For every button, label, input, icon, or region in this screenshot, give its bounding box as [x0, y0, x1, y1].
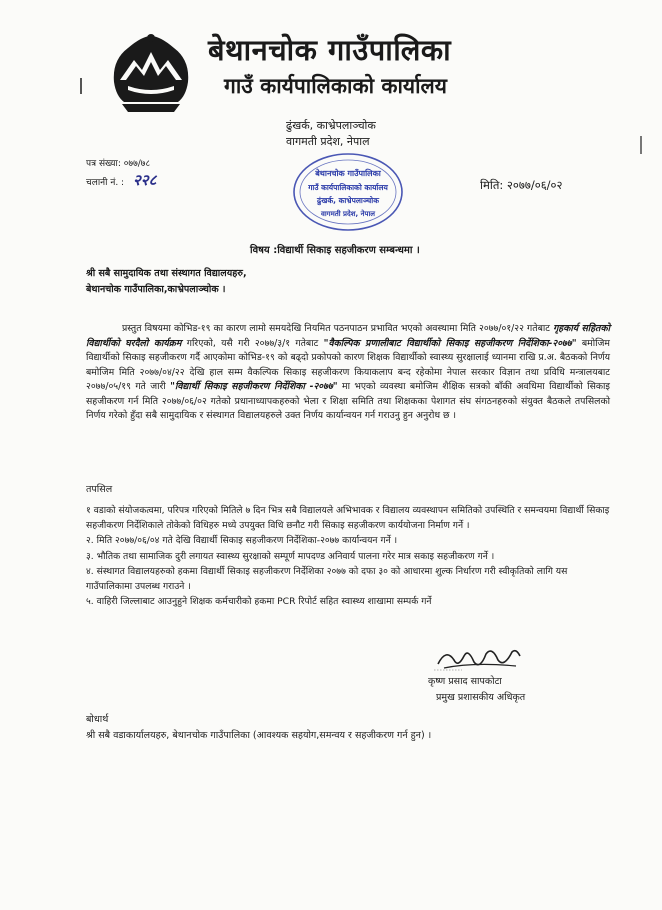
office-subtitle: गाउँ कार्यपालिकाको कार्यालय [224, 74, 447, 98]
signatory-designation: प्रमुख प्रशासकीय अधिकृत [436, 692, 526, 703]
office-title: बेथानचोक गाउँपालिका [208, 33, 452, 67]
body-bold-2: "वैकल्पिक प्रणालीबाट विद्यार्थीको सिकाइ सहजीकरण निर्देशिका-२०७७" [323, 337, 577, 349]
cc-label: बोधार्थ [86, 714, 109, 725]
body-text-2: गरिएको, यसै गरी २०७७/३/१ गतेबाट [181, 337, 324, 349]
letter-body [86, 322, 610, 424]
decision-list [86, 504, 616, 611]
margin-mark [640, 136, 642, 154]
subject-line: विषय :विद्यार्थी सिकाइ सहजीकरण सम्बन्धमा । [250, 245, 420, 256]
reference-block [86, 156, 156, 191]
signatory-name: कृष्ण प्रसाद सापकोटा [428, 676, 502, 687]
addressee-line-1: श्री सबै सामुदायिक तथा संस्थागत विद्यालयहरु, [86, 268, 247, 279]
handwritten-signature [434, 644, 524, 674]
list-item: २. मिति २०७७/०६/०४ गते देखि विद्यार्थी सिकाइ सहजीकरण निर्देशिका-२०७७ कार्यान्वयन गर्ने । [86, 535, 398, 546]
chalani-label: चलानी नं. : [86, 178, 125, 188]
margin-mark [80, 78, 82, 94]
list-item: ५. वाहिरी जिल्लाबाट आउनुहुने शिक्षक कर्मचारीको हकमा PCR रिपोर्ट सहित स्वास्थ्य शाखामा सम्पर्क गर्ने [86, 596, 432, 607]
list-item: ३. भौतिक तथा सामाजिक दुरी लगायत स्वास्थ्य सुरक्षाको सम्पूर्ण मापदण्ड अनिवार्य पालना गरेर मात्र सकाइ सहजीकरण गर्ने । [86, 550, 495, 562]
list-item: ४. संस्थागत विद्यालयहरुको हकमा विद्यार्थी सिकाइ सहजीकरण निर्देशिका २०७७ को दफा ३० को आधारमा शुल्क निर्धारण गरी स्वीकृतिको लागि यस गाउँपालिकामा उपलब्ध गराउने । [86, 566, 568, 592]
list-item: १ वडाको संयोजकत्वमा, परिपत्र गरिएको मितिले ७ दिन भित्र सबै विद्यालयले अभिभावक र विद्यालय व्यवस्थापन समितिको उपस्थिति र समन्वयमा विद्यार्थी सिकाइ सहजीकरण निर्देशिकाले तोकेको विधिहरु मध्ये उपयुक्त विधि छनौट गरी सिकाइ सहजीकरण कार्ययोजना निर्माण गर्ने । [86, 505, 610, 531]
stamp-line-3: ढुंखर्क, काभ्रेपलाञ्चोक [317, 196, 379, 205]
body-text-3: बमोजिम विद्यार्थीको सिकाइ सहजीकरण गर्दै आएकोमा कोभिड-१९ को बढ्दो प्रकोपको कारण शिक्षक विद्यार्थीको स्वास्थ्य सुरक्षालाई ध्यानमा राखि प्र.अ. बैठकको निर्णय बमोजिम मिति २०७७/०४/२२ देखि हाल सम्म वैकल्पिक सिकाइ सहजीकरण कियाकलाप बन्द रहेकोमा नेपाल सरकार विज्ञान तथा प्रविधि मन्त्रालयबाट २०७७/०५/१९ गते जारी [86, 337, 610, 392]
stamp-line-4: वागमती प्रदेश, नेपाल [320, 210, 376, 218]
stamp-line-2: गाउँ कार्यपालिकाको कार्यालय [308, 183, 388, 192]
cc-recipients: श्री सबै वडाकार्यालयहरु, बेथानचोक गाउँपालिका (आवश्यक सहयोग,समन्वय र सहजीकरण गर्न हुन) । [86, 730, 432, 741]
tapsil-heading: तपसिल [86, 484, 113, 495]
addressee-line-2: बेथानचोक गाउँपालिका,काभ्रेपलाञ्चोक । [86, 284, 226, 295]
address-line-2: वागमती प्रदेश, नेपाल [286, 135, 370, 148]
nepal-emblem-icon [108, 30, 194, 116]
body-bold-1: गृहकार्य सहितको विद्यार्थीको घरदैलो कार्यक्रम [86, 323, 611, 349]
stamp-line-1: बेथानचोक गाउँपालिका [315, 169, 381, 178]
body-text-4: मा भएको व्यवस्था बमोजिम शैक्षिक सत्रको बाँकी अवधिमा विद्यार्थीको सिकाइ सहजीकरण गर्न मिति २०७७/०६/०२ गतेको प्रधानाध्यापकहरुको भेला र शिक्षा समिति तथा शिक्षकका पेशागत संघ संगठनहरुको संयुक्त बैठकले तपसिलको निर्णय गरेको हुँदा सबै सामुदायिक र संस्थागत विद्यालयहरुले उक्त निर्णय कार्यान्वयन गर्न गराउनु हुन अनुरोध छ । [86, 381, 610, 421]
body-bold-3: "विद्यार्थी सिकाइ सहजीकरण निर्देशिका -२०७७" [170, 381, 338, 392]
address-line-1: ढुंखर्क, काभ्रेपलाञ्चोक [286, 119, 376, 132]
chalani-row [86, 172, 156, 191]
patra-sankhya: पत्र संख्या: ०७७/७८ [86, 159, 151, 169]
addressee-block [86, 266, 247, 298]
body-text-1: प्रस्तुत विषयमा कोभिड-१९ का कारण लामो समयदेखि नियमित पठनपाठन प्रभावित भएको अवस्थामा मिति २०७७/०१/२२ गतेबाट [122, 323, 554, 334]
office-stamp [290, 150, 406, 234]
letter-date: मिति: २०७७/०६/०२ [480, 178, 563, 192]
chalani-number: २२८ [132, 171, 157, 189]
